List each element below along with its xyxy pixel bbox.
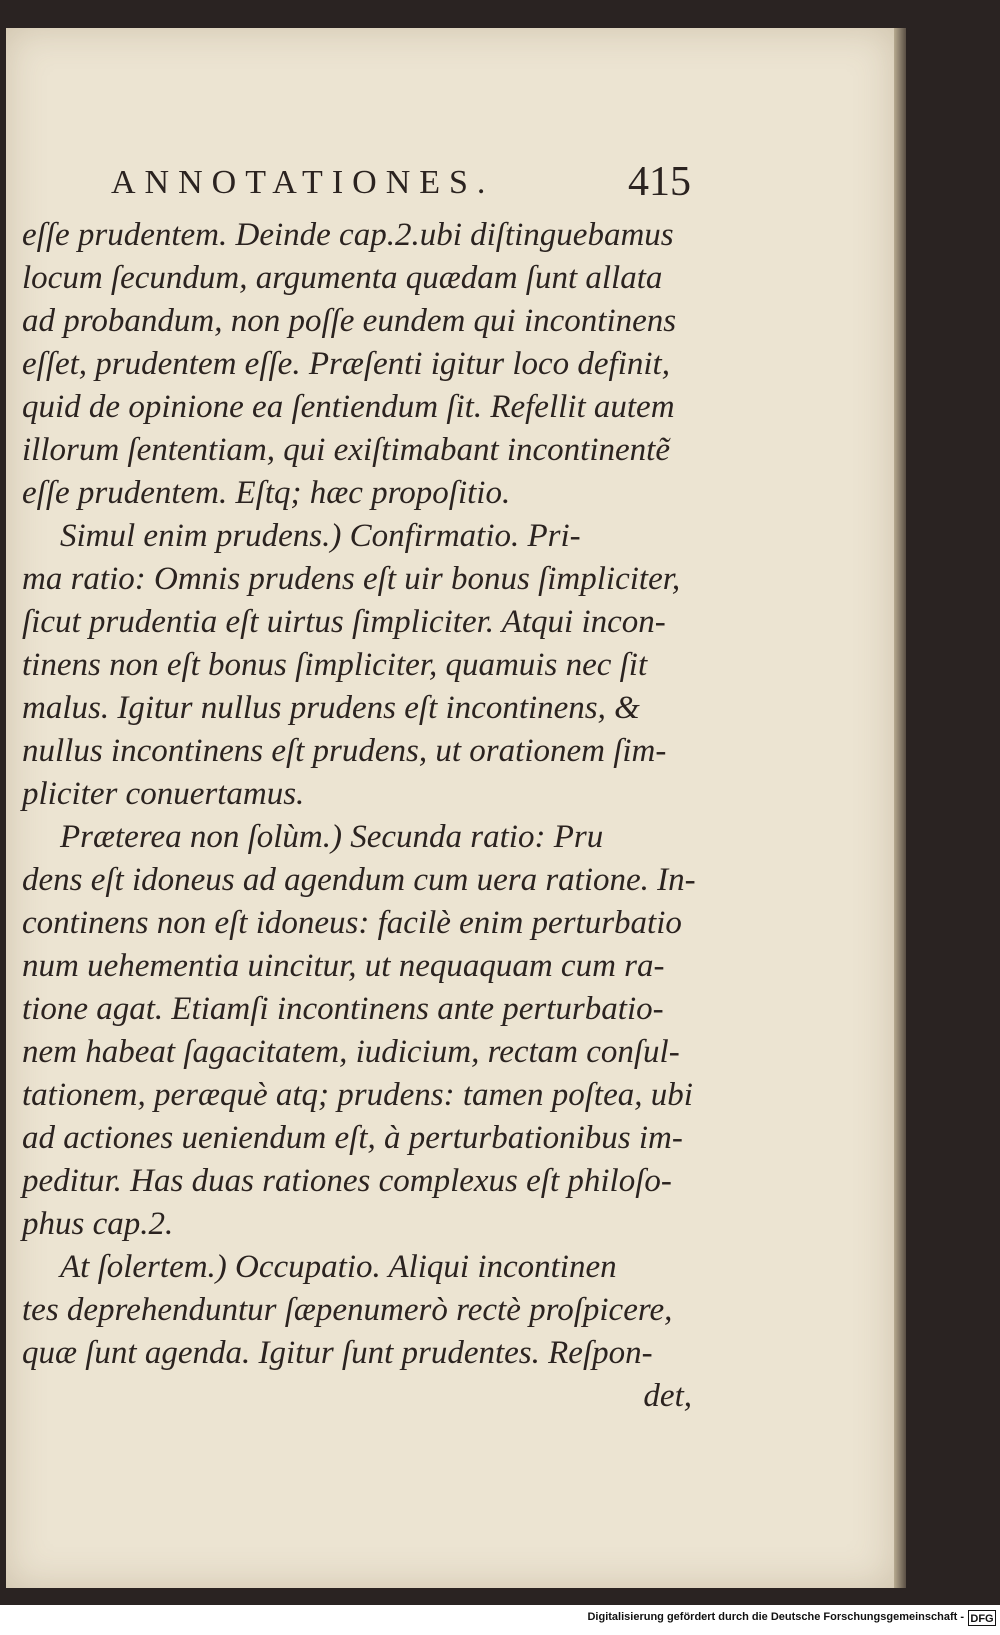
paragraph-start-line: At ſolertem.) Occupatio. Aliqui incontinen: [60, 1249, 617, 1285]
text-line: num uehementia uincitur, ut nequaquam cum ra-: [22, 948, 665, 984]
text-line: tes deprehenduntur ſæpenumerò rectè proſpicere,: [22, 1292, 673, 1328]
text-line: peditur. Has duas rationes complexus eſt philoſo-: [22, 1163, 672, 1199]
text-line: tione agat. Etiamſi incontinens ante perturbatio-: [22, 991, 664, 1027]
text-line: ad actiones ueniendum eſt, à perturbationibus im-: [22, 1120, 683, 1156]
text-line: continens non eſt idoneus: facilè enim perturbatio: [22, 905, 682, 941]
digitization-footer: [0, 1605, 1000, 1635]
text-line: ma ratio: Omnis prudens eſt uir bonus ſimpliciter,: [22, 561, 681, 597]
text-block: [22, 213, 696, 1423]
dfg-logo: DFG: [968, 1610, 996, 1626]
page-edge: [894, 28, 906, 1588]
text-line: nullus incontinens eſt prudens, ut orationem ſim-: [22, 733, 667, 769]
text-line: tinens non eſt bonus ſimpliciter, quamuis nec ſit: [22, 647, 648, 683]
running-head: ANNOTATIONES.: [111, 164, 495, 201]
text-line: tationem, peræquè atq; prudens: tamen poſtea, ubi: [22, 1077, 693, 1113]
text-line: ad probandum, non poſſe eundem qui incontinens: [22, 303, 677, 339]
text-line: eſſe prudentem. Deinde cap.2.ubi diſtinguebamus: [22, 217, 674, 253]
text-line: locum ſecundum, argumenta quædam ſunt allata: [22, 260, 663, 296]
text-line: pliciter conuertamus.: [22, 776, 305, 812]
text-line: illorum ſententiam, qui exiſtimabant incontinentẽ: [22, 432, 670, 468]
funding-credit: Digitalisierung gefördert durch die Deutsche Forschungsgemeinschaft -: [587, 1611, 964, 1623]
page-number: 415: [628, 159, 691, 205]
book-page: [6, 28, 894, 1588]
text-line: ſicut prudentia eſt uirtus ſimpliciter. Atqui incon-: [22, 604, 666, 640]
text-line: eſſet, prudentem eſſe. Præſenti igitur loco definit,: [22, 346, 670, 382]
catchword: det,: [643, 1378, 692, 1414]
text-line: dens eſt idoneus ad agendum cum uera ratione. In-: [22, 862, 696, 898]
text-line: nem habeat ſagacitatem, iudicium, rectam conſul-: [22, 1034, 680, 1070]
text-line: phus cap.2.: [22, 1206, 174, 1242]
text-line: quid de opinione ea ſentiendum ſit. Refellit autem: [22, 389, 675, 425]
paragraph-start-line: Præterea non ſolùm.) Secunda ratio: Pru: [60, 819, 604, 855]
paragraph-start-line: Simul enim prudens.) Confirmatio. Pri-: [60, 518, 581, 554]
text-line: malus. Igitur nullus prudens eſt incontinens, &: [22, 690, 640, 726]
text-line: eſſe prudentem. Eſtq; hæc propoſitio.: [22, 475, 511, 511]
page-header: [111, 146, 691, 208]
text-line: quæ ſunt agenda. Igitur ſunt prudentes. Reſpon-: [22, 1335, 653, 1371]
